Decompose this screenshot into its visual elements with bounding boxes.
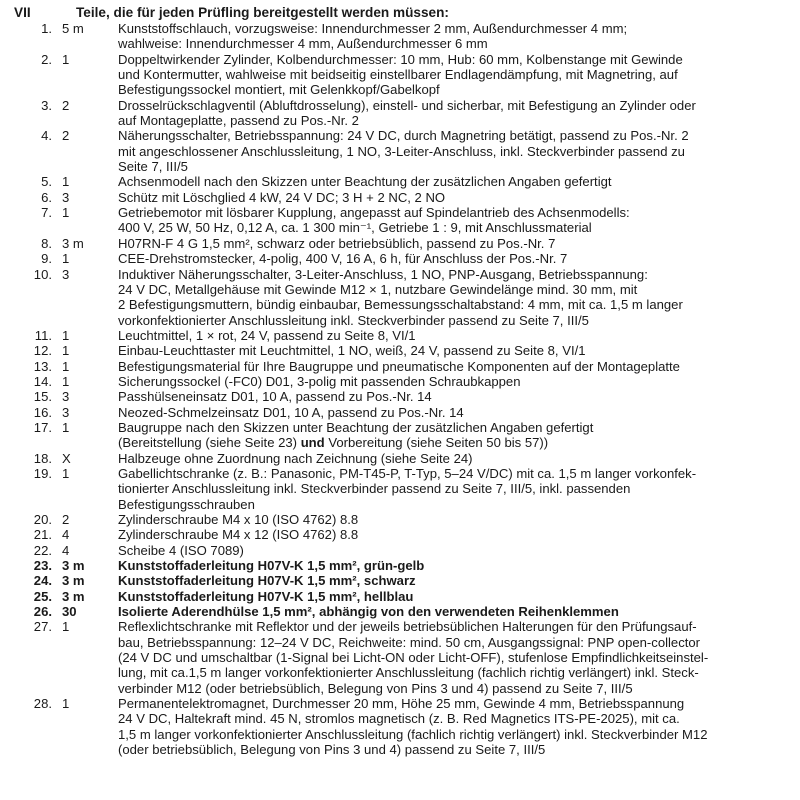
item-number: 22. [33, 542, 52, 558]
list-item [14, 619, 786, 696]
item-description-line: Zylinderschraube M4 x 10 (ISO 4762) 8.8 [118, 512, 359, 527]
item-number: 6. [41, 189, 52, 205]
item-description-line: Einbau-Leuchttaster mit Leuchtmittel, 1 NO, weiß, 24 V, passend zu Seite 8, VI/1 [118, 343, 586, 359]
item-number: 5. [41, 174, 52, 190]
item-number: 18. [33, 450, 52, 466]
item-number: 3. [41, 97, 52, 113]
item-number: 10. [33, 266, 52, 282]
item-description-line: Näherungsschalter, Betriebsspannung: 24 V DC, durch Magnetring betätigt, passend zu Pos.-Nr. 2 [118, 128, 689, 144]
item-description-line: (24 V DC und umschaltbar (1-Signal bei Licht-ON oder Licht-OFF), stufenlose Empfindlichkeitseinstel- [118, 650, 709, 666]
item-description-line: Kunststoffaderleitung H07V-K 1,5 mm², hellblau [118, 588, 414, 604]
item-description-line: 400 V, 25 W, 50 Hz, 0,12 A, ca. 1 300 min⁻¹, Getriebe 1 : 9, mit Anschlussmaterial [118, 220, 592, 236]
item-description-line: Befestigungsmaterial für Ihre Baugruppe und pneumatische Komponenten auf der Montageplatte [118, 358, 680, 374]
list-item [14, 374, 786, 389]
item-quantity: 2 [62, 512, 70, 527]
item-description-line: H07RN-F 4 G 1,5 mm², schwarz oder betriebsüblich, passend zu Pos.-Nr. 7 [118, 235, 556, 251]
item-description-line: bau, Betriebsspannung: 12–24 V DC, Reichweite: mind. 50 cm, Ausgangssignal: PNP open-collector [118, 634, 701, 650]
item-description-line: CEE-Drehstromstecker, 4-polig, 400 V, 16 A, 6 h, für Anschluss der Pos.-Nr. 7 [118, 251, 568, 267]
item-description-line: mit angeschlossener Anschlussleitung, 1 NO, 3-Leiter-Anschluss, inkl. Steckverbinder passend zu [118, 143, 685, 159]
item-description-line: wahlweise: Innendurchmesser 4 mm, Außendurchmesser 6 mm [118, 36, 488, 52]
item-number: 17. [33, 419, 52, 435]
item-description [118, 558, 786, 573]
item-description-line: Reflexlichtschranke mit Reflektor und der jeweils betriebsüblichen Halterungen für den Prüfungsauf- [118, 619, 697, 635]
item-description [118, 527, 786, 542]
list-item [14, 589, 786, 604]
item-quantity: 1 [62, 419, 70, 435]
item-description-line: Isolierte Aderendhülse 1,5 mm², abhängig von den verwendeten Reihenklemmen [118, 604, 619, 620]
section-header [14, 4, 786, 21]
item-description-line: Doppeltwirkender Zylinder, Kolbendurchmesser: 10 mm, Hub: 60 mm, Kolbenstange mit Gewinde [118, 51, 683, 67]
item-number: 16. [33, 404, 52, 420]
item-description [118, 389, 786, 404]
item-description [118, 128, 786, 174]
item-description-line: Befestigungsschrauben [118, 496, 255, 512]
item-number: 28. [33, 696, 52, 712]
item-quantity: 5 m [62, 21, 84, 36]
list-item [14, 98, 786, 129]
item-description [118, 267, 786, 328]
section-title: Teile, die für jeden Prüfling bereitgestellt werden müssen: [76, 5, 449, 20]
list-item [14, 359, 786, 374]
item-quantity: 1 [62, 343, 70, 359]
list-item [14, 466, 786, 512]
item-description [118, 52, 786, 98]
item-number: 24. [33, 573, 52, 589]
item-description-line: und Kontermutter, wahlweise mit beidseitig einstellbarer Endlagendämpfung, mit Magnetring, auf [118, 67, 678, 83]
item-description-line: Passhülseneinsatz D01, 10 A, passend zu Pos.-Nr. 14 [118, 389, 432, 405]
item-description-line: Baugruppe nach den Skizzen unter Beachtung der zusätzlichen Angaben gefertigt [118, 419, 594, 435]
item-description [118, 205, 786, 236]
item-number: 23. [33, 558, 52, 574]
item-description [118, 451, 786, 466]
item-quantity: 3 [62, 404, 70, 420]
item-description-line: lung, mit ca.1,5 m langer vorkonfektionierter Anschlussleitung (fachlich richtig verlängert) inkl. Steck- [118, 665, 699, 681]
item-description [118, 21, 786, 52]
item-quantity: 1 [62, 251, 70, 267]
item-number: 11. [34, 327, 52, 343]
item-number: 21. [33, 527, 52, 543]
item-number: 15. [33, 389, 52, 405]
item-description [118, 236, 786, 251]
item-quantity: 2 [62, 128, 70, 144]
item-description-line: Scheibe 4 (ISO 7089) [118, 542, 244, 558]
item-description-line: 2 Befestigungsmuttern, bündig einbaubar, Bemessungsschaltabstand: 4 mm, mit ca. 1,5 m langer [118, 297, 683, 313]
item-number: 27. [33, 619, 52, 635]
item-quantity: 3 m [62, 588, 85, 604]
item-description [118, 589, 786, 604]
section-number: VII [14, 5, 31, 20]
item-description [118, 405, 786, 420]
list-item [14, 573, 786, 588]
item-description-line: verbinder M12 (oder betriebsüblich, Belegung von Pins 3 und 4) passend zu Seite 7, III/5 [118, 680, 633, 696]
item-quantity: 4 [62, 542, 70, 558]
item-number: 7. [41, 205, 52, 221]
item-number: 26. [33, 604, 52, 620]
item-description [118, 619, 786, 696]
item-description-line: Achsenmodell nach den Skizzen unter Beachtung der zusätzlichen Angaben gefertigt [118, 174, 612, 190]
item-description [118, 466, 786, 512]
list-item [14, 328, 786, 343]
item-description-line: tionierter Anschlussleitung inkl. Steckverbinder passend zu Seite 7, III/5, inkl. passenden [118, 481, 631, 497]
item-description-line: Seite 7, III/5 [118, 159, 188, 175]
list-item [14, 696, 786, 757]
item-description-line: (Bereitstellung (siehe Seite 23) und Vorbereitung (siehe Seiten 50 bis 57)) [118, 435, 549, 451]
item-number: 20. [33, 512, 52, 527]
item-number: 2. [41, 51, 52, 67]
item-description-line: vorkonfektionierter Anschlussleitung inkl. Steckverbinder passend zu Seite 7, III/5 [118, 312, 589, 328]
list-item [14, 405, 786, 420]
item-quantity: 1 [62, 205, 70, 221]
list-item [14, 251, 786, 266]
item-quantity: 3 [62, 389, 70, 405]
item-description-line: Gabellichtschranke (z. B.: Panasonic, PM-T45-P, T-Typ, 5–24 V/DC) mit ca. 1,5 m langer vorkonfek- [118, 465, 697, 481]
item-quantity: 1 [62, 51, 70, 67]
item-quantity: 3 [62, 266, 70, 282]
item-quantity: 3 [62, 189, 70, 205]
list-item [14, 389, 786, 404]
list-item [14, 343, 786, 358]
item-description-line: 24 V DC, Metallgehäuse mit Gewinde M12 × 1, nutzbare Gewindelänge mind. 30 mm, mit [118, 281, 638, 297]
item-quantity: 30 [62, 604, 77, 620]
item-description-line: Befestigungssockel montiert, mit Gelenkkopf/Gabelkopf [118, 82, 440, 98]
item-description-line: Getriebemotor mit lösbarer Kupplung, angepasst auf Spindelantrieb des Achsenmodells: [118, 205, 630, 221]
emphasis-text: und [300, 435, 325, 451]
list-item [14, 236, 786, 251]
list-item [14, 543, 786, 558]
item-description-line: auf Montageplatte, passend zu Pos.-Nr. 2 [118, 113, 359, 129]
item-description [118, 190, 786, 205]
item-number: 9. [41, 251, 52, 267]
item-description-line: Kunststoffschlauch, vorzugsweise: Innendurchmesser 2 mm, Außendurchmesser 4 mm; [118, 21, 628, 36]
item-number: 13. [33, 358, 52, 374]
item-quantity: 3 m [62, 558, 85, 574]
item-description [118, 696, 786, 757]
item-description [118, 251, 786, 266]
item-number: 19. [33, 465, 52, 481]
item-description [118, 543, 786, 558]
item-quantity: 1 [62, 174, 70, 190]
item-description-line: Drosselrückschlagventil (Abluftdrosselung), einstell- und sicherbar, mit Befestigung an Zylinder oder [118, 97, 696, 113]
item-description [118, 328, 786, 343]
item-description-line: Induktiver Näherungsschalter, 3-Leiter-Anschluss, 1 NO, PNP-Ausgang, Betriebsspannung: [118, 266, 648, 282]
item-number: 4. [41, 128, 52, 144]
item-number: 8. [41, 235, 52, 251]
item-quantity: 1 [62, 465, 70, 481]
item-description [118, 359, 786, 374]
item-description-line: Kunststoffaderleitung H07V-K 1,5 mm², schwarz [118, 573, 416, 589]
item-number: 25. [33, 588, 52, 604]
item-description [118, 174, 786, 189]
item-quantity: 3 m [62, 573, 85, 589]
item-description [118, 420, 786, 451]
item-description-line: Schütz mit Löschglied 4 kW, 24 V DC; 3 H + 2 NC, 2 NO [118, 189, 446, 205]
item-quantity: 1 [62, 358, 70, 374]
item-quantity: 1 [62, 327, 70, 343]
item-description-line: Leuchtmittel, 1 × rot, 24 V, passend zu Seite 8, VI/1 [118, 327, 416, 343]
list-item [14, 128, 786, 174]
item-description-line: Sicherungssockel (-FC0) D01, 3-polig mit passenden Schraubkappen [118, 373, 521, 389]
item-description [118, 604, 786, 619]
list-item [14, 174, 786, 189]
list-item [14, 190, 786, 205]
parts-list [14, 21, 786, 758]
item-description-line: Zylinderschraube M4 x 12 (ISO 4762) 8.8 [118, 527, 359, 543]
list-item [14, 527, 786, 542]
list-item [14, 558, 786, 573]
item-quantity: 1 [62, 619, 70, 635]
item-quantity: 4 [62, 527, 70, 543]
item-description-line: (oder betriebsüblich, Belegung von Pins 3 und 4) passend zu Seite 7, III/5 [118, 742, 546, 758]
item-description-line: 1,5 m langer vorkonfektionierter Anschlussleitung (fachlich richtig verlängert) inkl. Steckverbinder M12 [118, 726, 708, 742]
item-description [118, 98, 786, 129]
list-item [14, 21, 786, 52]
item-description-line: Permanentelektromagnet, Durchmesser 20 mm, Höhe 25 mm, Gewinde 4 mm, Betriebsspannung [118, 696, 685, 712]
item-number: 12. [33, 343, 52, 359]
item-quantity: 1 [62, 696, 70, 712]
list-item [14, 604, 786, 619]
list-item [14, 52, 786, 98]
item-number: 14. [33, 373, 52, 389]
item-description [118, 573, 786, 588]
item-description-line: Halbzeuge ohne Zuordnung nach Zeichnung (siehe Seite 24) [118, 450, 473, 466]
list-item [14, 451, 786, 466]
item-description [118, 512, 786, 527]
list-item [14, 267, 786, 328]
list-item [14, 512, 786, 527]
item-description [118, 343, 786, 358]
item-description-line: Kunststoffaderleitung H07V-K 1,5 mm², grün-gelb [118, 558, 425, 574]
item-quantity: 3 m [62, 235, 84, 251]
item-description-line: Neozed-Schmelzeinsatz D01, 10 A, passend zu Pos.-Nr. 14 [118, 404, 464, 420]
item-number: 1. [41, 21, 52, 36]
item-description-line: 24 V DC, Haltekraft mind. 45 N, stromlos magnetisch (z. B. Red Magnetics ITS-PE-2025), mit ca. [118, 711, 680, 727]
list-item [14, 420, 786, 451]
item-quantity: 1 [62, 373, 70, 389]
item-quantity: 2 [62, 97, 70, 113]
item-description [118, 374, 786, 389]
list-item [14, 205, 786, 236]
item-quantity: X [62, 450, 71, 466]
